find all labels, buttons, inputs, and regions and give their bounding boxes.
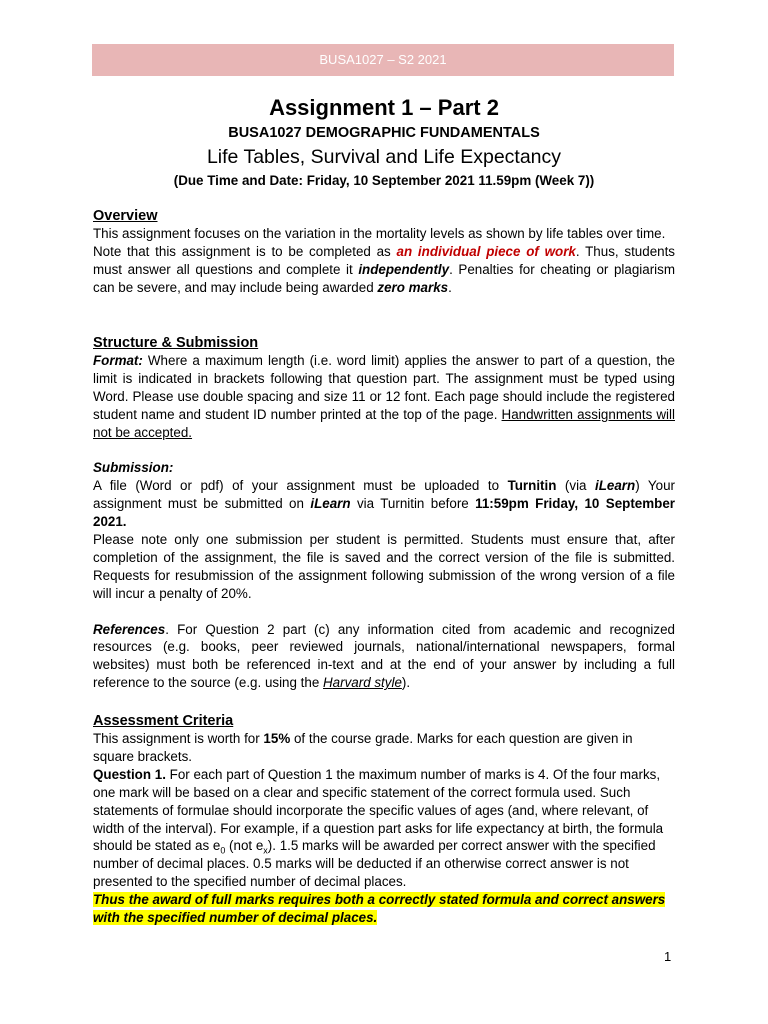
text: Where a maximum length (i.e. word limit) applies the answer to part of a question, the limit is indicated in brackets following that question part. The assignment must be typed using Word. Please use double spacing and size 11 or 12 font. Each page should include the registered student name and student ID number printed at the top of the page. xyxy=(93,353,675,422)
text: ). 1.5 marks will be awarded per correct answer with the specified number of decimal places. 0.5 marks will be deducted if an otherwise correct answer is not presented to the specified number of decimal places. xyxy=(93,838,656,890)
text: (via xyxy=(556,478,596,494)
text: A file (Word or pdf) of your assignment must be uploaded to xyxy=(93,478,508,494)
course-name: BUSA1027 DEMOGRAPHIC FUNDAMENTALS xyxy=(228,125,540,141)
text: . xyxy=(448,279,452,295)
text: of the course grade. Marks for each question are given in square brackets. xyxy=(93,731,633,764)
text: Note that this assignment is to be completed as xyxy=(93,243,397,259)
emphasis-text: iLearn xyxy=(595,478,636,494)
due-date: (Due Time and Date: Friday, 10 September 2021 11.59pm (Week 7)) xyxy=(173,173,595,188)
submission-label: Submission: xyxy=(93,460,174,476)
emphasis-text: an individual piece of work xyxy=(396,243,576,259)
question-label: Question 1. xyxy=(93,766,166,782)
overview-paragraph-1: This assignment focuses on the variation in the mortality levels as shown by life tables over time. xyxy=(93,226,666,241)
header-banner xyxy=(92,44,674,76)
question-1-paragraph xyxy=(93,766,675,891)
emphasis-text: independently xyxy=(358,261,450,277)
highlighted-note xyxy=(93,891,675,927)
structure-heading: Structure & Submission xyxy=(93,335,259,351)
banner-text: BUSA1027 – S2 2021 xyxy=(319,52,447,68)
submission-paragraph-2: Please note only one submission per student is permitted. Students must ensure that, after completion of the assignment, the file is saved and the correct version of the file is submitted. Requests for resubmission of the assignment following submission of the wrong version of a file will incur a penalty of 20%. xyxy=(93,532,675,601)
underlined-text: Handwritten assignments will not be accepted. xyxy=(93,406,675,440)
overview-heading: Overview xyxy=(93,208,158,224)
overview-paragraph-2 xyxy=(93,243,675,297)
highlight-text: Thus the award of full marks requires both a correctly stated formula and correct answers with the specified number of decimal places. xyxy=(93,892,666,926)
text: This assignment is worth for xyxy=(93,731,264,746)
format-paragraph xyxy=(93,352,675,442)
submission-paragraph xyxy=(93,477,675,531)
text: ) Your assignment must be submitted on xyxy=(93,478,675,512)
text: (not e xyxy=(225,838,264,854)
text: . Penalties for cheating or plagiarism can be severe, and may include being awarded xyxy=(93,261,675,295)
format-label: Format: xyxy=(93,353,143,368)
emphasis-text: zero marks xyxy=(377,279,449,295)
text: . Thus, students must answer all questions and complete it xyxy=(93,243,676,277)
page-title: Assignment 1 – Part 2 xyxy=(269,95,499,120)
references-paragraph xyxy=(93,621,675,693)
emphasis-text: 15% xyxy=(263,731,291,746)
text: via Turnitin before xyxy=(350,496,476,512)
emphasis-text: 11:59pm Friday, 10 September 2021. xyxy=(93,496,675,530)
structure-section xyxy=(93,334,675,692)
assignment-subtitle: Life Tables, Survival and Life Expectancy xyxy=(206,146,562,168)
page-number: 1 xyxy=(664,949,672,964)
text: ). xyxy=(401,675,411,691)
overview-section xyxy=(93,207,675,297)
emphasis-text: iLearn xyxy=(310,496,351,512)
emphasis-text: Harvard style xyxy=(323,675,402,691)
subscript: 0 xyxy=(220,846,226,857)
criteria-heading: Assessment Criteria xyxy=(93,713,234,729)
text: For each part of Question 1 the maximum number of marks is 4. Of the four marks, one mark will be based on a clear and specific statement of the correct formula used. Such statements of formulae should incorporate the specific values of ages (and, where relevant, of width of the interval). For example, if a question part asks for life expectancy at birth, the formula should be stated as e xyxy=(93,766,664,854)
text: . For Question 2 part (c) any information cited from academic and recognized resources (e.g. books, peer reviewed journals, national/international newspapers, formal websites) must both be referenced in-text and at the end of your answer by including a full reference to the source (e.g. using the xyxy=(93,621,675,691)
references-label: References xyxy=(93,621,166,637)
criteria-section xyxy=(93,712,675,927)
subscript: x xyxy=(263,846,268,857)
emphasis-text: Turnitin xyxy=(507,478,557,494)
criteria-paragraph-1 xyxy=(93,730,675,766)
